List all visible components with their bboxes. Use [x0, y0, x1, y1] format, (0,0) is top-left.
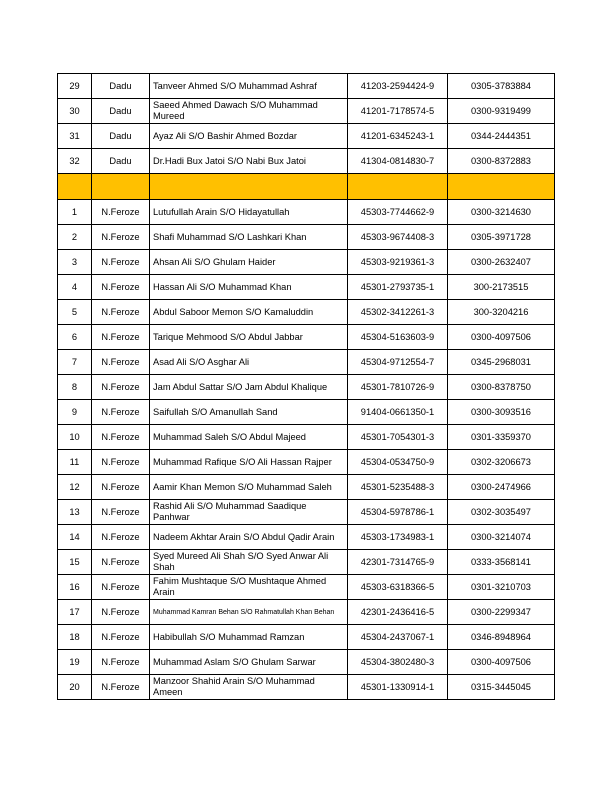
cnic-cell: 45303-6318366-5	[348, 575, 448, 600]
table-row	[58, 74, 555, 99]
name-cell: Habibullah S/O Muhammad Ramzan	[150, 625, 348, 650]
cnic-cell: 45302-3412261-3	[348, 300, 448, 325]
cnic-cell: 45303-7744662-9	[348, 200, 448, 225]
table-body-top	[58, 74, 555, 174]
serial-number-cell: 31	[58, 124, 92, 149]
name-cell: Fahim Mushtaque S/O Mushtaque Ahmed Arain	[150, 575, 348, 600]
cnic-cell: 45301-7810726-9	[348, 375, 448, 400]
district-cell: N.Feroze	[92, 225, 150, 250]
phone-cell: 0300-8378750	[448, 375, 555, 400]
name-cell: Lutufullah Arain S/O Hidayatullah	[150, 200, 348, 225]
table-row	[58, 99, 555, 124]
serial-number-cell: 29	[58, 74, 92, 99]
separator-body	[58, 174, 555, 200]
district-cell: N.Feroze	[92, 325, 150, 350]
table-row	[58, 550, 555, 575]
phone-cell: 0346-8948964	[448, 625, 555, 650]
phone-cell: 0333-3568141	[448, 550, 555, 575]
cnic-cell: 45304-2437067-1	[348, 625, 448, 650]
district-cell: N.Feroze	[92, 650, 150, 675]
district-cell: Dadu	[92, 99, 150, 124]
phone-cell: 0302-3035497	[448, 500, 555, 525]
serial-number-cell: 13	[58, 500, 92, 525]
name-cell: Nadeem Akhtar Arain S/O Abdul Qadir Arain	[150, 525, 348, 550]
serial-number-cell: 5	[58, 300, 92, 325]
table-row	[58, 575, 555, 600]
district-cell: N.Feroze	[92, 275, 150, 300]
district-cell: N.Feroze	[92, 375, 150, 400]
table-row	[58, 525, 555, 550]
district-cell: N.Feroze	[92, 400, 150, 425]
name-cell: Aamir Khan Memon S/O Muhammad Saleh	[150, 475, 348, 500]
serial-number-cell: 3	[58, 250, 92, 275]
phone-cell: 0315-3445045	[448, 675, 555, 700]
phone-cell: 0301-3359370	[448, 425, 555, 450]
district-cell: N.Feroze	[92, 575, 150, 600]
phone-cell: 0300-4097506	[448, 650, 555, 675]
serial-number-cell: 6	[58, 325, 92, 350]
cnic-cell: 42301-2436416-5	[348, 600, 448, 625]
cnic-cell: 45301-1330914-1	[348, 675, 448, 700]
table-row	[58, 225, 555, 250]
district-cell: N.Feroze	[92, 600, 150, 625]
phone-cell: 0300-3093516	[448, 400, 555, 425]
phone-cell: 0344-2444351	[448, 124, 555, 149]
table-row	[58, 675, 555, 700]
cnic-cell: 45304-3802480-3	[348, 650, 448, 675]
cnic-cell: 42301-7314765-9	[348, 550, 448, 575]
serial-number-cell: 4	[58, 275, 92, 300]
serial-number-cell: 1	[58, 200, 92, 225]
name-cell: Saifullah S/O Amanullah Sand	[150, 400, 348, 425]
name-cell: Shafi Muhammad S/O Lashkari Khan	[150, 225, 348, 250]
phone-cell: 0300-9319499	[448, 99, 555, 124]
table-row	[58, 600, 555, 625]
phone-cell: 0300-2474966	[448, 475, 555, 500]
name-cell: Muhammad Aslam S/O Ghulam Sarwar	[150, 650, 348, 675]
phone-cell: 0300-3214074	[448, 525, 555, 550]
district-cell: Dadu	[92, 149, 150, 174]
name-cell: Jam Abdul Sattar S/O Jam Abdul Khalique	[150, 375, 348, 400]
records-table	[57, 73, 555, 700]
district-cell: N.Feroze	[92, 200, 150, 225]
district-cell: N.Feroze	[92, 300, 150, 325]
separator-cell	[448, 174, 555, 200]
name-cell: Saeed Ahmed Dawach S/O Muhammad Mureed	[150, 99, 348, 124]
table-row	[58, 425, 555, 450]
table-row	[58, 400, 555, 425]
district-cell: N.Feroze	[92, 250, 150, 275]
serial-number-cell: 12	[58, 475, 92, 500]
serial-number-cell: 30	[58, 99, 92, 124]
name-cell: Muhammad Kamran Behan S/O Rahmatullah Khan Behan	[150, 600, 348, 625]
name-cell: Muhammad Rafique S/O Ali Hassan Rajper	[150, 450, 348, 475]
name-cell: Asad Ali S/O Asghar Ali	[150, 350, 348, 375]
name-cell: Tanveer Ahmed S/O Muhammad Ashraf	[150, 74, 348, 99]
name-cell: Ayaz Ali S/O Bashir Ahmed Bozdar	[150, 124, 348, 149]
phone-cell: 300-3204216	[448, 300, 555, 325]
cnic-cell: 45303-1734983-1	[348, 525, 448, 550]
cnic-cell: 45304-5978786-1	[348, 500, 448, 525]
phone-cell: 0301-3210703	[448, 575, 555, 600]
cnic-cell: 45304-0534750-9	[348, 450, 448, 475]
district-cell: N.Feroze	[92, 675, 150, 700]
cnic-cell: 45303-9219361-3	[348, 250, 448, 275]
cnic-cell: 45304-5163603-9	[348, 325, 448, 350]
separator-cell	[348, 174, 448, 200]
serial-number-cell: 7	[58, 350, 92, 375]
separator-row	[58, 174, 555, 200]
serial-number-cell: 15	[58, 550, 92, 575]
table-row	[58, 475, 555, 500]
district-cell: N.Feroze	[92, 450, 150, 475]
table-row	[58, 275, 555, 300]
table-row	[58, 500, 555, 525]
district-cell: N.Feroze	[92, 550, 150, 575]
separator-cell	[150, 174, 348, 200]
serial-number-cell: 9	[58, 400, 92, 425]
serial-number-cell: 8	[58, 375, 92, 400]
cnic-cell: 45301-7054301-3	[348, 425, 448, 450]
name-cell: Dr.Hadi Bux Jatoi S/O Nabi Bux Jatoi	[150, 149, 348, 174]
serial-number-cell: 2	[58, 225, 92, 250]
district-cell: N.Feroze	[92, 500, 150, 525]
phone-cell: 0305-3783884	[448, 74, 555, 99]
table-row	[58, 149, 555, 174]
phone-cell: 0345-2968031	[448, 350, 555, 375]
name-cell: Muhammad Saleh S/O Abdul Majeed	[150, 425, 348, 450]
table-row	[58, 450, 555, 475]
serial-number-cell: 11	[58, 450, 92, 475]
serial-number-cell: 19	[58, 650, 92, 675]
name-cell: Rashid Ali S/O Muhammad Saadique Panhwar	[150, 500, 348, 525]
table-row	[58, 375, 555, 400]
cnic-cell: 45301-5235488-3	[348, 475, 448, 500]
serial-number-cell: 10	[58, 425, 92, 450]
name-cell: Hassan Ali S/O Muhammad Khan	[150, 275, 348, 300]
district-cell: Dadu	[92, 74, 150, 99]
table-row	[58, 124, 555, 149]
cnic-cell: 45303-9674408-3	[348, 225, 448, 250]
phone-cell: 0305-3971728	[448, 225, 555, 250]
phone-cell: 0302-3206673	[448, 450, 555, 475]
serial-number-cell: 16	[58, 575, 92, 600]
table-row	[58, 250, 555, 275]
district-cell: N.Feroze	[92, 525, 150, 550]
phone-cell: 0300-4097506	[448, 325, 555, 350]
table-row	[58, 200, 555, 225]
serial-number-cell: 14	[58, 525, 92, 550]
cnic-cell: 45301-2793735-1	[348, 275, 448, 300]
cnic-cell: 91404-0661350-1	[348, 400, 448, 425]
district-cell: N.Feroze	[92, 350, 150, 375]
cnic-cell: 41304-0814830-7	[348, 149, 448, 174]
serial-number-cell: 17	[58, 600, 92, 625]
phone-cell: 0300-8372883	[448, 149, 555, 174]
cnic-cell: 41203-2594424-9	[348, 74, 448, 99]
name-cell: Abdul Saboor Memon S/O Kamaluddin	[150, 300, 348, 325]
separator-cell	[58, 174, 92, 200]
cnic-cell: 45304-9712554-7	[348, 350, 448, 375]
cnic-cell: 41201-7178574-5	[348, 99, 448, 124]
name-cell: Ahsan Ali S/O Ghulam Haider	[150, 250, 348, 275]
table-row	[58, 350, 555, 375]
table-row	[58, 625, 555, 650]
name-cell: Syed Mureed Ali Shah S/O Syed Anwar Ali Shah	[150, 550, 348, 575]
cnic-cell: 41201-6345243-1	[348, 124, 448, 149]
phone-cell: 300-2173515	[448, 275, 555, 300]
serial-number-cell: 32	[58, 149, 92, 174]
district-cell: N.Feroze	[92, 625, 150, 650]
table-row	[58, 325, 555, 350]
separator-cell	[92, 174, 150, 200]
serial-number-cell: 20	[58, 675, 92, 700]
district-cell: N.Feroze	[92, 425, 150, 450]
table-row	[58, 650, 555, 675]
phone-cell: 0300-3214630	[448, 200, 555, 225]
name-cell: Tarique Mehmood S/O Abdul Jabbar	[150, 325, 348, 350]
phone-cell: 0300-2299347	[448, 600, 555, 625]
district-cell: Dadu	[92, 124, 150, 149]
district-cell: N.Feroze	[92, 475, 150, 500]
serial-number-cell: 18	[58, 625, 92, 650]
name-cell: Manzoor Shahid Arain S/O Muhammad Ameen	[150, 675, 348, 700]
phone-cell: 0300-2632407	[448, 250, 555, 275]
table-row	[58, 300, 555, 325]
table-body-bottom	[58, 200, 555, 700]
